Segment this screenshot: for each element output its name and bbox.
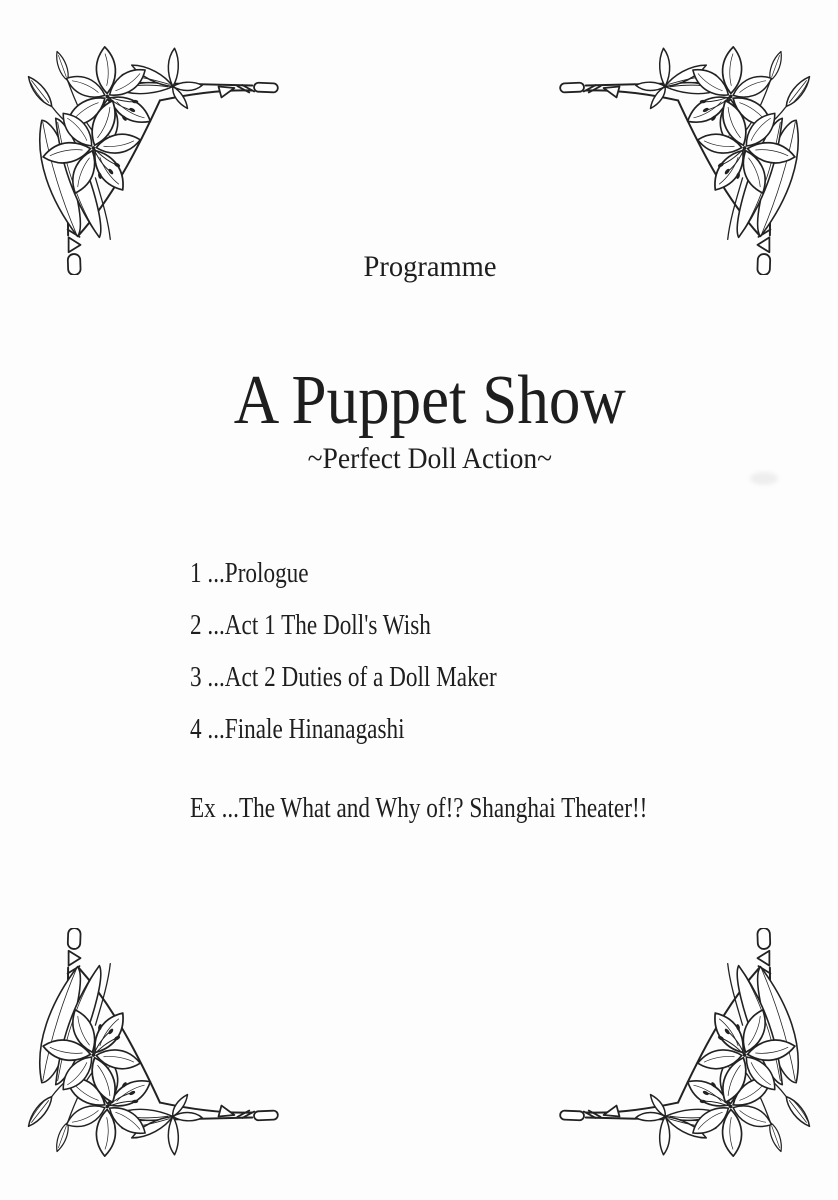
programme-item-4-text: 4 ...Finale Hinanagashi xyxy=(190,713,405,745)
page-title-text: A Puppet Show xyxy=(233,362,627,439)
programme-item-extra xyxy=(190,782,762,834)
programme-item-3-text: 3 ...Act 2 Duties of a Doll Maker xyxy=(190,661,497,693)
kicker-text: Programme xyxy=(363,250,497,283)
programme-item-3 xyxy=(190,651,762,703)
programme-item-2 xyxy=(190,599,762,651)
page-subtitle xyxy=(22,444,838,474)
lily-corner-ornament-bottom-left-icon xyxy=(16,928,284,1163)
page-title xyxy=(22,362,838,439)
scan-smudge xyxy=(750,472,778,485)
page-subtitle-text: ~Perfect Doll Action~ xyxy=(307,442,553,475)
lily-corner-ornament-top-left-icon xyxy=(16,40,284,275)
kicker-heading xyxy=(22,252,838,282)
programme-item-4 xyxy=(190,703,762,755)
programme-item-1 xyxy=(190,547,762,599)
programme-list xyxy=(190,547,762,834)
programme-item-1-text: 1 ...Prologue xyxy=(190,557,309,589)
programme-item-2-text: 2 ...Act 1 The Doll's Wish xyxy=(190,609,431,641)
lily-corner-ornament-top-right-icon xyxy=(554,40,822,275)
programme-item-extra-text: Ex ...The What and Why of!? Shanghai Theater!! xyxy=(190,792,648,824)
lily-corner-ornament-bottom-right-icon xyxy=(554,928,822,1163)
